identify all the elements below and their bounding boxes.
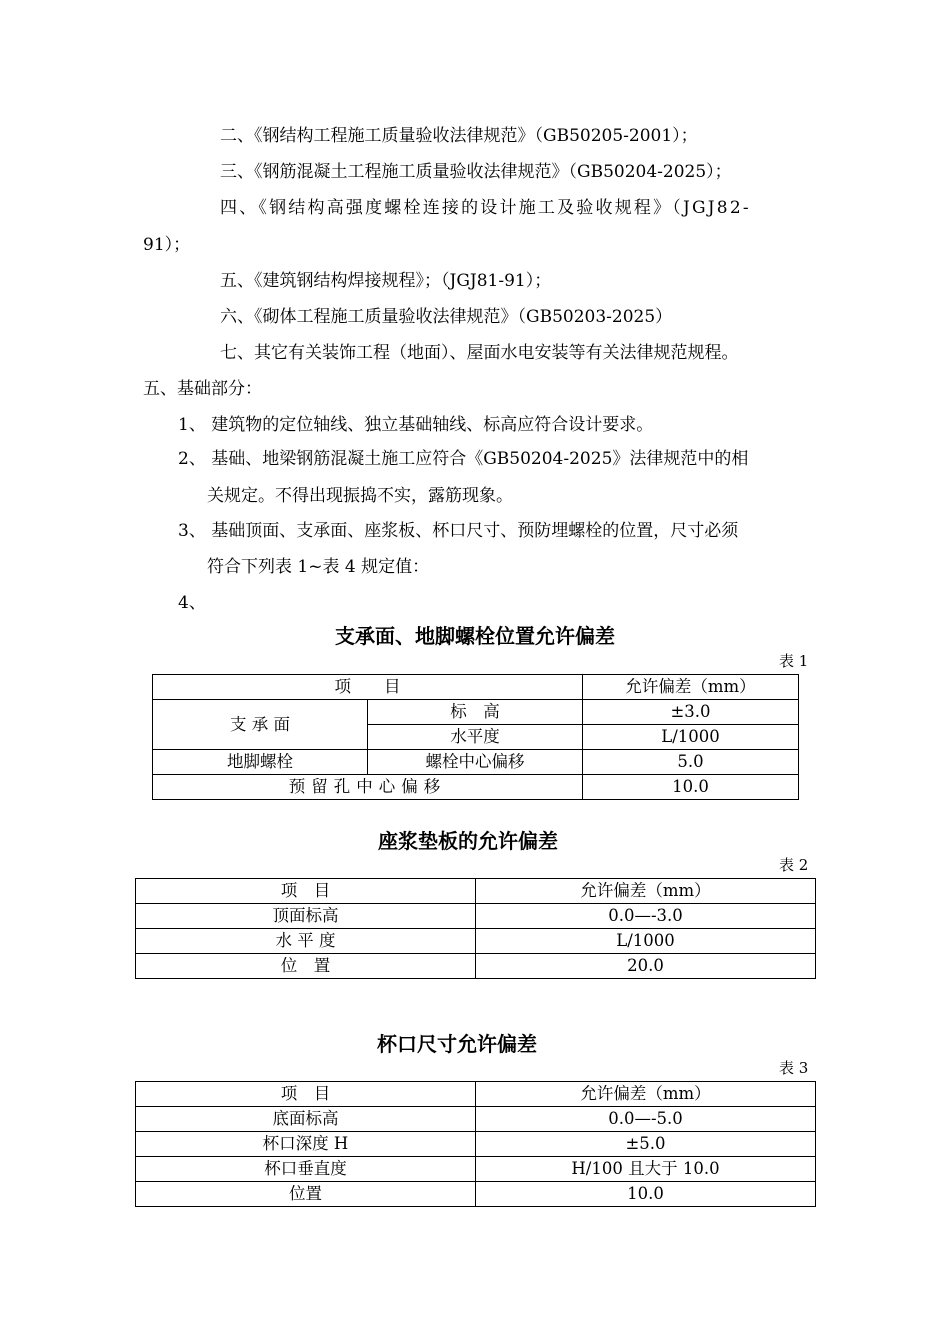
- table-cell: 地脚螺栓: [153, 750, 368, 775]
- list-item-1: 1、 建筑物的定位轴线、独立基础轴线、标高应符合设计要求。: [178, 415, 654, 435]
- table3-number: 表 3: [779, 1059, 809, 1077]
- table-row: [136, 1132, 816, 1157]
- table-row: [153, 750, 799, 775]
- table-cell: ±3.0: [583, 700, 799, 725]
- paragraph-standard-2: 二、《钢结构工程施工质量验收法律规范》（GB50205-2001）；: [220, 126, 698, 146]
- table-row: [136, 954, 816, 979]
- table-row: [153, 775, 799, 800]
- paragraph-standard-7: 七、其它有关装饰工程（地面）、屋面水电安装等有关法律规范规程。: [220, 343, 739, 363]
- table-cell: 水平度: [368, 725, 583, 750]
- table2-number: 表 2: [779, 856, 809, 874]
- table-header-cell: 允许偏差（mm）: [476, 1082, 816, 1107]
- list-item-2-line1: 2、 基础、地梁钢筋混凝土施工应符合《GB50204-2025》法律规范中的相: [178, 449, 749, 469]
- table3: [135, 1081, 816, 1207]
- table-row: [136, 1182, 816, 1207]
- table-cell: 位 置: [136, 954, 476, 979]
- table-cell: 5.0: [583, 750, 799, 775]
- table-cell: 位置: [136, 1182, 476, 1207]
- table-cell: 20.0: [476, 954, 816, 979]
- table1-title: 支承面、地脚螺栓位置允许偏差: [335, 624, 615, 648]
- table2: [135, 878, 816, 979]
- table-cell: 底面标高: [136, 1107, 476, 1132]
- table-row: [136, 879, 816, 904]
- table-cell: 0.0—-5.0: [476, 1107, 816, 1132]
- list-item-4: 4、: [178, 593, 206, 613]
- table2-title: 座浆垫板的允许偏差: [378, 829, 558, 853]
- table-cell: ±5.0: [476, 1132, 816, 1157]
- paragraph-standard-4-line2: 91）；: [143, 235, 191, 255]
- table-row: [153, 700, 799, 725]
- paragraph-standard-6: 六、《砌体工程施工质量验收法律规范》（GB50203-2025）: [220, 307, 673, 327]
- table-row: [136, 1082, 816, 1107]
- table-cell: 顶面标高: [136, 904, 476, 929]
- table-cell: 0.0—-3.0: [476, 904, 816, 929]
- table-row: [136, 904, 816, 929]
- table-cell: 标 高: [368, 700, 583, 725]
- paragraph-standard-5: 五、《建筑钢结构焊接规程》；（JGJ81-91）；: [220, 271, 552, 291]
- section-heading-foundation: 五、基础部分：: [143, 379, 262, 399]
- table-cell: 10.0: [583, 775, 799, 800]
- table-cell: 水 平 度: [136, 929, 476, 954]
- table-header-cell: 项 目: [153, 675, 583, 700]
- table-cell: H/100 且大于 10.0: [476, 1157, 816, 1182]
- table-header-cell: 项 目: [136, 1082, 476, 1107]
- paragraph-standard-4-line1: 四、《钢结构高强度螺栓连接的设计施工及验收规程》（JGJ82-: [220, 198, 751, 218]
- table-cell: L/1000: [583, 725, 799, 750]
- table-header-cell: 允许偏差（mm）: [583, 675, 799, 700]
- table-cell: 10.0: [476, 1182, 816, 1207]
- table-cell: 杯口深度 H: [136, 1132, 476, 1157]
- table-cell: 螺栓中心偏移: [368, 750, 583, 775]
- table-header-cell: 项 目: [136, 879, 476, 904]
- table3-title: 杯口尺寸允许偏差: [377, 1032, 537, 1056]
- paragraph-standard-3: 三、《钢筋混凝土工程施工质量验收法律规范》（GB50204-2025）；: [220, 162, 732, 182]
- table-cell: 预留孔中心偏移: [153, 775, 583, 800]
- table1-number: 表 1: [779, 652, 809, 670]
- table-cell: 支 承 面: [153, 700, 368, 750]
- list-item-3-line1: 3、 基础顶面、支承面、座浆板、杯口尺寸、预防埋螺栓的位置，尺寸必须: [178, 521, 739, 541]
- table-cell: 杯口垂直度: [136, 1157, 476, 1182]
- table-row: [153, 675, 799, 700]
- table-header-cell: 允许偏差（mm）: [476, 879, 816, 904]
- table-row: [136, 1157, 816, 1182]
- list-item-2-line2: 关规定。不得出现振捣不实，露筋现象。: [207, 486, 513, 506]
- list-item-3-line2: 符合下列表 1~表 4 规定值：: [207, 557, 430, 577]
- table1: [152, 674, 799, 800]
- table-row: [136, 1107, 816, 1132]
- table-cell: L/1000: [476, 929, 816, 954]
- table-row: [136, 929, 816, 954]
